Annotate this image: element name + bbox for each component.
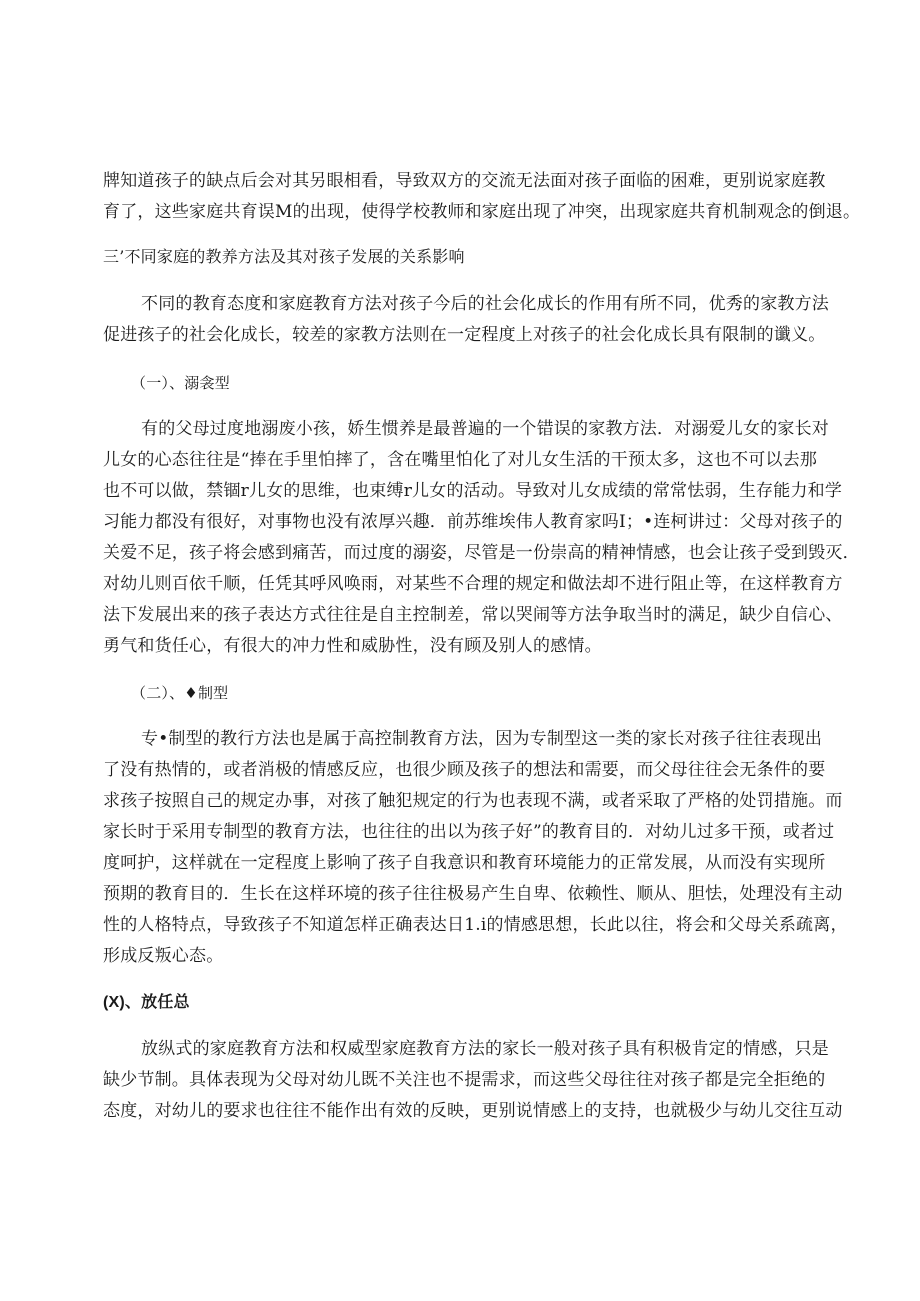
paragraph-line: 不同的教育态度和家庭教育方法对孩子今后的社会化成长的作用有所不同，优秀的家教方法 [141,294,829,314]
paragraph-line: 专•制型的教行方法也是属于高控制教育方法，因为专制型这一类的家长对孩子往往表现出 [141,729,823,749]
paragraph-line: 了没有热情的，或者消极的情感反应，也很少顾及孩子的想法和需要，而父母往往会无条件的要 [103,760,826,780]
paragraph-line: 育了，这些家庭共育误M的出现，使得学校教师和家庭出现了冲突，出现家庭共育机制观念的倒退。 [103,202,861,222]
paragraph-line: 对幼儿则百依千顺，任凭其呼风唤雨，对某些不合理的规定和做法却不进行阻止等，在这样教育方 [103,574,843,594]
paragraph-line: 预期的教育目的．生长在这样环境的孩子往往极易产生自卑、依赖性、顺从、胆怯，处理没有主动 [103,884,843,904]
subsection-heading: （二）、♦制型 [131,684,229,702]
subsection-heading: （一）、溺衾型 [131,374,230,392]
paragraph-line: 度呵护，这样就在一定程度上影响了孩子自我意识和教育环境能力的正常发展，从而没有实现所 [103,853,826,873]
paragraph-line: 也不可以做，禁锢r儿女的思维，也束缚r儿女的活动。导致对儿女成绩的常常怯弱，生存能力和学 [103,481,843,501]
paragraph-line: 性的人格特点，导致孩子不知道怎样正确表达日1.i的情感思想，长此以往，将会和父母关系疏离， [103,915,848,935]
section-heading: 三’不同家庭的教养方法及其对孩子发展的关系影响 [103,247,465,266]
paragraph-line: 法下发展出来的孩子表达方式往往是自主控制差，常以哭闹等方法争取当时的满足，缺少自信心、 [103,605,843,625]
paragraph-line: 儿女的心态往往是“捧在手里怕摔了，含在嘴里怕化了对儿女生活的干预太多，这也不可以去那 [103,450,818,470]
paragraph-line: 关爱不足，孩子将会感到痛苦，而过度的溺姿，尽管是一份崇高的精神情感，也会让孩子受到毁灭． [103,543,860,563]
paragraph-line: 促进孩子的社会化成长，较差的家教方法则在一定程度上对孩子的社会化成长具有限制的谶义。 [103,325,826,345]
paragraph-line: 放纵式的家庭教育方法和权威型家庭教育方法的家长一般对孩子具有积极肯定的情感，只是 [141,1039,829,1059]
paragraph-line: 求孩子按照自己的规定办事，对孩了触犯规定的行为也表现不满，或者采取了严格的处罚措施。而 [103,791,843,811]
paragraph-line: 勇气和货任心，有很大的冲力性和威胁性，没有顾及别人的感情。 [103,636,602,656]
paragraph-line: 形成反叛心态。 [103,946,224,966]
paragraph-line: 牌知道孩子的缺点后会对其另眼相看，导致双方的交流无法面对孩子面临的困难，更别说家庭教 [103,171,826,191]
paragraph-line: 有的父母过度地溺废小孩，娇生惯养是最普遍的一个错误的家教方法．对溺爱儿女的家长对 [141,419,829,439]
paragraph-line: 缺少节制。具体表现为父母对幼儿既不关注也不提需求，而这些父母往往对孩子都是完全拒绝的 [103,1070,826,1090]
paragraph-line: 习能力都没有很好，对事物也没有浓厚兴趣．前苏维埃伟人教育家吗I；•连柯讲过：父母对孩子的 [103,512,843,532]
subsection-heading: (X)、放任总 [103,994,190,1011]
paragraph-line: 态度，对幼儿的要求也往往不能作出有效的反映，更别说情感上的支持，也就极少与幼儿交往互动 [103,1101,843,1121]
paragraph-line: 家长时于采用专制型的教育方法，也往往的出以为孩子好”的教育目的．对幼儿过多干预，或者过 [103,822,835,842]
